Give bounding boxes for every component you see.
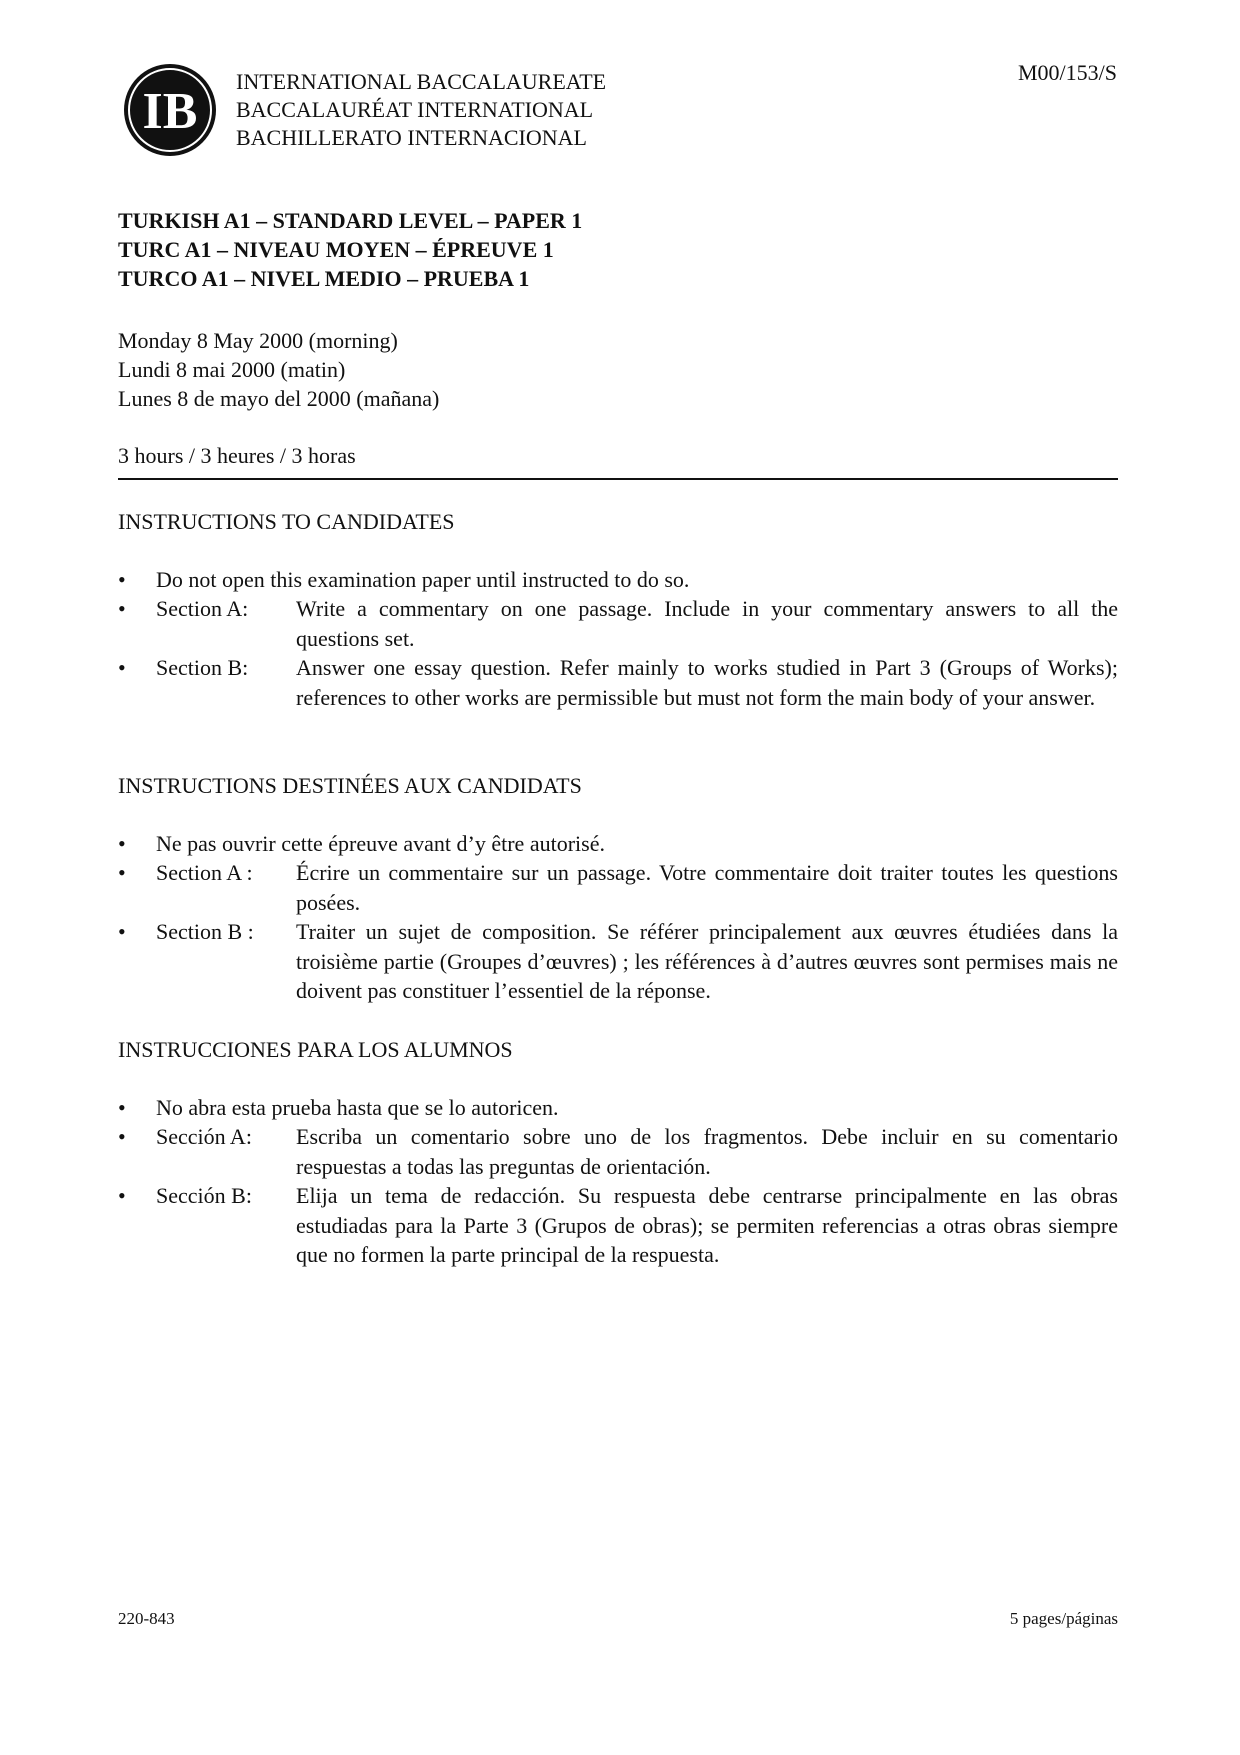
- item-text: No abra esta prueba hasta que se lo autoricen.: [156, 1094, 559, 1120]
- list-item: [118, 565, 1118, 595]
- bullet-icon: •: [118, 860, 126, 885]
- bullet-icon: •: [118, 830, 126, 856]
- item-text: Write a commentary on one passage. Include in your commentary answers to all the questions set.: [296, 596, 1118, 651]
- bullet-icon: •: [118, 1124, 126, 1149]
- institution-name-en: INTERNATIONAL BACCALAUREATE: [236, 69, 607, 94]
- ib-logo: [122, 62, 218, 158]
- document-code: M00/153/S: [1017, 60, 1117, 85]
- section-heading: INSTRUCCIONES PARA LOS ALUMNOS: [118, 1037, 513, 1062]
- list-item: [118, 1093, 1118, 1123]
- list-item: [118, 594, 1118, 653]
- institution-name-es: BACHILLERATO INTERNACIONAL: [236, 125, 587, 150]
- paper-number: 220-843: [118, 1609, 175, 1628]
- item-label: Section A:: [156, 596, 249, 621]
- exam-date-es: Lunes 8 de mayo del 2000 (mañana): [118, 386, 440, 411]
- ib-logo-mark: [122, 62, 218, 158]
- list-item: [118, 653, 1118, 712]
- list-item: [118, 917, 1118, 1006]
- exam-title-es: TURCO A1 – NIVEL MEDIO – PRUEBA 1: [118, 266, 530, 291]
- bullet-icon: •: [118, 1183, 126, 1208]
- bullet-icon: •: [118, 655, 126, 680]
- item-label: Sección A:: [156, 1124, 252, 1149]
- ib-logo-letters: IB: [142, 83, 198, 140]
- item-text: Traiter un sujet de composition. Se référer principalement aux œuvres étudiées dans la troisième partie (Groupes d’œuvres) ; les références à d’autres œuvres sont permises mais ne doivent pas constituer l’essentiel de la réponse.: [296, 919, 1118, 1003]
- bullet-icon: •: [118, 919, 126, 944]
- exam-title-en: TURKISH A1 – STANDARD LEVEL – PAPER 1: [118, 208, 583, 233]
- item-text: Écrire un commentaire sur un passage. Votre commentaire doit traiter toutes les questions posées.: [296, 860, 1118, 915]
- item-text: Ne pas ouvrir cette épreuve avant d’y être autorisé.: [156, 830, 605, 856]
- list-item: [118, 1122, 1118, 1181]
- instructions-en: [118, 507, 1118, 712]
- instructions-es: [118, 1035, 1118, 1270]
- list-item: [118, 829, 1118, 859]
- instructions-fr: [118, 771, 1118, 1006]
- item-label: Section B :: [156, 919, 254, 944]
- exam-titles: [118, 206, 582, 293]
- list-item: [118, 858, 1118, 917]
- bullet-icon: •: [118, 1094, 126, 1120]
- item-text: Elija un tema de redacción. Su respuesta debe centrarse principalmente en las obras estudiadas para la Parte 3 (Grupos de obras); se permiten referencias a otras obras siempre que no formen la parte principal de la respuesta.: [296, 1183, 1118, 1267]
- item-label: Sección B:: [156, 1183, 252, 1208]
- section-heading: INSTRUCTIONS TO CANDIDATES: [118, 509, 455, 534]
- section-heading: INSTRUCTIONS DESTINÉES AUX CANDIDATS: [118, 773, 582, 798]
- page-count: 5 pages/páginas: [1009, 1609, 1118, 1628]
- bullet-icon: •: [118, 566, 126, 592]
- item-text: Do not open this examination paper until instructed to do so.: [156, 566, 690, 592]
- institution-name-fr: BACCALAURÉAT INTERNATIONAL: [236, 97, 594, 122]
- item-text: Escriba un comentario sobre uno de los fragmentos. Debe incluir en su comentario respuestas a todas las preguntas de orientación.: [296, 1124, 1118, 1179]
- header-divider: [118, 478, 1118, 480]
- exam-duration: 3 hours / 3 heures / 3 horas: [118, 443, 356, 468]
- exam-date-en: Monday 8 May 2000 (morning): [118, 328, 398, 353]
- institution-names: [236, 68, 606, 152]
- exam-date-fr: Lundi 8 mai 2000 (matin): [118, 357, 346, 382]
- exam-dates: [118, 326, 439, 413]
- exam-title-fr: TURC A1 – NIVEAU MOYEN – ÉPREUVE 1: [118, 237, 554, 262]
- item-text: Answer one essay question. Refer mainly to works studied in Part 3 (Groups of Works); references to other works are permissible but must not form the main body of your answer.: [296, 655, 1118, 710]
- list-item: [118, 1181, 1118, 1270]
- item-label: Section A :: [156, 860, 253, 885]
- item-label: Section B:: [156, 655, 249, 680]
- bullet-icon: •: [118, 596, 126, 621]
